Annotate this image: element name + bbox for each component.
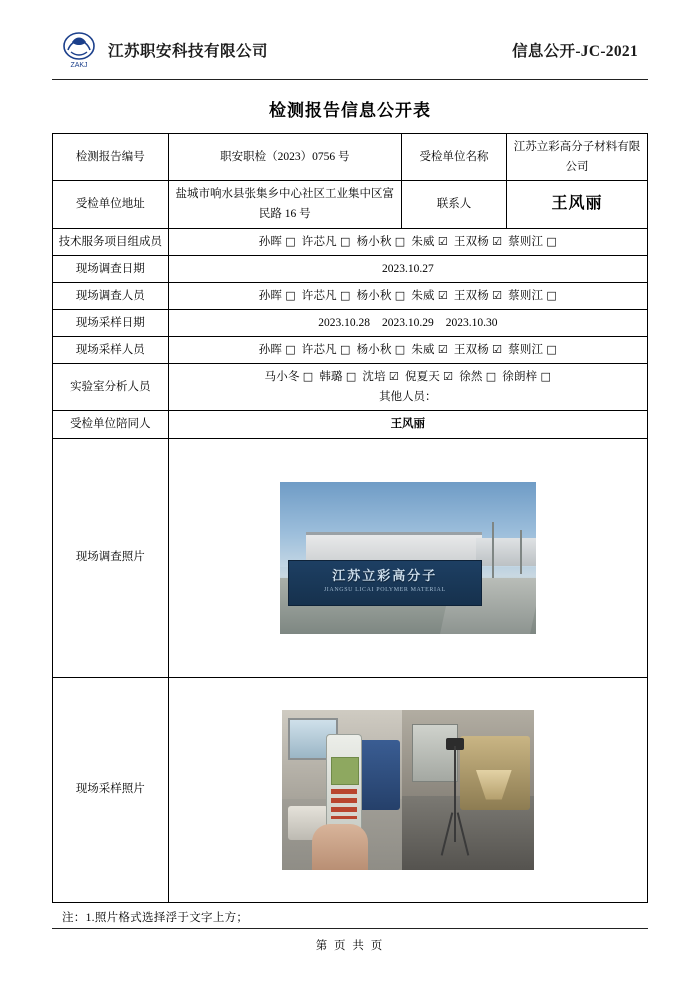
table-row [53, 255, 648, 282]
checkbox-icon[interactable]: □ [339, 343, 351, 356]
checkbox-icon[interactable]: □ [285, 288, 296, 302]
sampling-staff [168, 337, 647, 364]
person-checkbox[interactable]: 蔡则江 □ [508, 234, 557, 248]
client-label: 受检单位名称 [401, 134, 506, 181]
sampling-staff-label: 现场采样人员 [53, 337, 169, 364]
person-checkbox[interactable]: 许芯凡 □ [301, 343, 351, 356]
lab-staff [173, 367, 643, 387]
sampling-date: 2023.10.30 [445, 316, 498, 329]
checkbox-icon[interactable]: ☑ [492, 234, 503, 248]
person-checkbox[interactable]: 许芯凡 □ [301, 288, 351, 302]
sampling-photo-label: 现场采样照片 [53, 677, 169, 902]
checkbox-icon[interactable]: □ [485, 370, 497, 384]
photo-control-panel [412, 724, 458, 782]
person-checkbox[interactable]: 韩璐 □ [319, 370, 357, 384]
report-info-table [52, 133, 648, 903]
checkbox-icon[interactable]: □ [540, 370, 552, 384]
person-checkbox[interactable]: 蔡则江 □ [508, 343, 557, 356]
sound-level-meter [326, 734, 362, 832]
contact-value: 王风丽 [507, 181, 648, 228]
address-value: 盐城市响水县张集乡中心社区工业集中区富民路 16 号 [168, 181, 401, 228]
lab-staff-cell [168, 364, 647, 411]
document-code: 信息公开-JC-2021 [512, 42, 638, 60]
contact-label: 联系人 [401, 181, 506, 228]
report-no-label: 检测报告编号 [53, 134, 169, 181]
survey-date-label: 现场调查日期 [53, 255, 169, 282]
person-checkbox[interactable]: 朱威 ☑ [411, 343, 448, 356]
page-title: 检测报告信息公开表 [269, 101, 431, 120]
checkbox-icon[interactable]: ☑ [437, 288, 448, 302]
checkbox-icon[interactable]: □ [339, 288, 351, 302]
team-label: 技术服务项目组成员 [53, 228, 169, 255]
svg-text:ZAKJ: ZAKJ [70, 61, 88, 69]
survey-date-value: 2023.10.27 [168, 255, 647, 282]
survey-staff-label: 现场调查人员 [53, 282, 169, 309]
checkbox-icon[interactable]: □ [394, 343, 406, 356]
checkbox-icon[interactable]: □ [345, 370, 357, 384]
sampling-date: 2023.10.28 [318, 316, 370, 329]
table-row [53, 364, 648, 411]
person-checkbox[interactable]: 朱威 ☑ [411, 234, 448, 248]
person-checkbox[interactable]: 徐朗梓 □ [502, 370, 552, 384]
photo-building-secondary [476, 538, 536, 566]
address-label: 受检单位地址 [53, 181, 169, 228]
team-members [168, 228, 647, 255]
client-value: 江苏立彩高分子材料有限公司 [507, 134, 648, 181]
person-checkbox[interactable]: 王双杨 ☑ [453, 343, 503, 356]
person-checkbox[interactable]: 倪夏天 ☑ [404, 370, 454, 384]
person-checkbox[interactable]: 徐然 □ [459, 370, 497, 384]
table-row [53, 438, 648, 677]
table-row [53, 181, 648, 228]
table-row [53, 309, 648, 336]
checkbox-icon[interactable]: ☑ [443, 370, 454, 384]
table-row [53, 228, 648, 255]
checkbox-icon[interactable]: □ [394, 234, 406, 248]
person-checkbox[interactable]: 王双杨 ☑ [453, 288, 503, 302]
meter-screen [331, 757, 359, 785]
checkbox-icon[interactable]: □ [546, 234, 557, 248]
signboard-text: 江苏立彩高分子 [332, 567, 438, 583]
checkbox-icon[interactable]: □ [285, 234, 296, 248]
sampling-dates [168, 309, 647, 336]
lab-other-label: 其他人员： [379, 391, 437, 404]
person-checkbox[interactable]: 许芯凡 □ [301, 234, 351, 248]
checkbox-icon[interactable]: □ [302, 370, 314, 384]
checkbox-icon[interactable]: □ [546, 343, 557, 356]
person-checkbox[interactable]: 马小冬 □ [264, 370, 314, 384]
checkbox-icon[interactable]: ☑ [437, 234, 448, 248]
photo-signboard [288, 560, 482, 606]
checkbox-icon[interactable]: ☑ [437, 343, 448, 356]
person-checkbox[interactable]: 沈培 ☑ [362, 370, 399, 384]
person-checkbox[interactable]: 孙晖 □ [258, 234, 296, 248]
accompany-value: 王风丽 [168, 411, 647, 438]
page-header [52, 28, 648, 80]
survey-photo-cell [168, 438, 647, 677]
person-checkbox[interactable]: 蔡则江 □ [508, 288, 557, 302]
brand [58, 30, 268, 70]
checkbox-icon[interactable]: ☑ [388, 370, 399, 384]
checkbox-icon[interactable]: □ [394, 288, 406, 302]
table-row [53, 337, 648, 364]
person-checkbox[interactable]: 王双杨 ☑ [453, 234, 503, 248]
checkbox-icon[interactable]: □ [285, 343, 296, 356]
accompany-label: 受检单位陪同人 [53, 411, 169, 438]
sampling-photo-right [402, 710, 534, 870]
checkbox-icon[interactable]: □ [339, 234, 351, 248]
sampling-photo-pair [282, 710, 534, 870]
checkbox-icon[interactable]: ☑ [492, 288, 503, 302]
meter-buttons [331, 789, 357, 819]
person-checkbox[interactable]: 朱威 ☑ [411, 288, 448, 302]
photo-tripod [454, 746, 456, 842]
checkbox-icon[interactable]: ☑ [492, 343, 503, 356]
person-checkbox[interactable]: 孙晖 □ [258, 288, 296, 302]
table-row [53, 411, 648, 438]
sampling-photo-box [173, 681, 643, 899]
survey-site-photo [280, 482, 536, 634]
person-checkbox[interactable]: 孙晖 □ [258, 343, 296, 356]
signboard-subtext: JIANGSU LICAI POLYMER MATERIAL [323, 586, 446, 593]
survey-photo-box [173, 442, 643, 674]
photo-hand [312, 824, 368, 870]
lab-staff-label: 实验室分析人员 [53, 364, 169, 411]
survey-photo-label: 现场调查照片 [53, 438, 169, 677]
checkbox-icon[interactable]: □ [546, 288, 557, 302]
sampling-photo-cell [168, 677, 647, 902]
report-no-value: 职安职检（2023）0756 号 [168, 134, 401, 181]
notes-text: 注：1.照片格式选择浮于文字上方； [62, 911, 249, 924]
table-row [53, 282, 648, 309]
photo-pole [520, 530, 522, 574]
photo-pole [492, 522, 494, 578]
table-row [53, 677, 648, 902]
sampling-date-label: 现场采样日期 [53, 309, 169, 336]
table-row [53, 134, 648, 181]
survey-staff [168, 282, 647, 309]
person-checkbox[interactable]: 杨小秋 □ [356, 288, 406, 302]
company-name: 江苏职安科技有限公司 [108, 42, 269, 60]
sampling-date: 2023.10.29 [381, 316, 434, 329]
person-checkbox[interactable]: 杨小秋 □ [356, 343, 406, 356]
company-logo-icon [58, 30, 100, 70]
sampling-photo-left [282, 710, 402, 870]
person-checkbox[interactable]: 杨小秋 □ [356, 234, 406, 248]
page-footer: 第 页 共 页 [52, 928, 648, 953]
